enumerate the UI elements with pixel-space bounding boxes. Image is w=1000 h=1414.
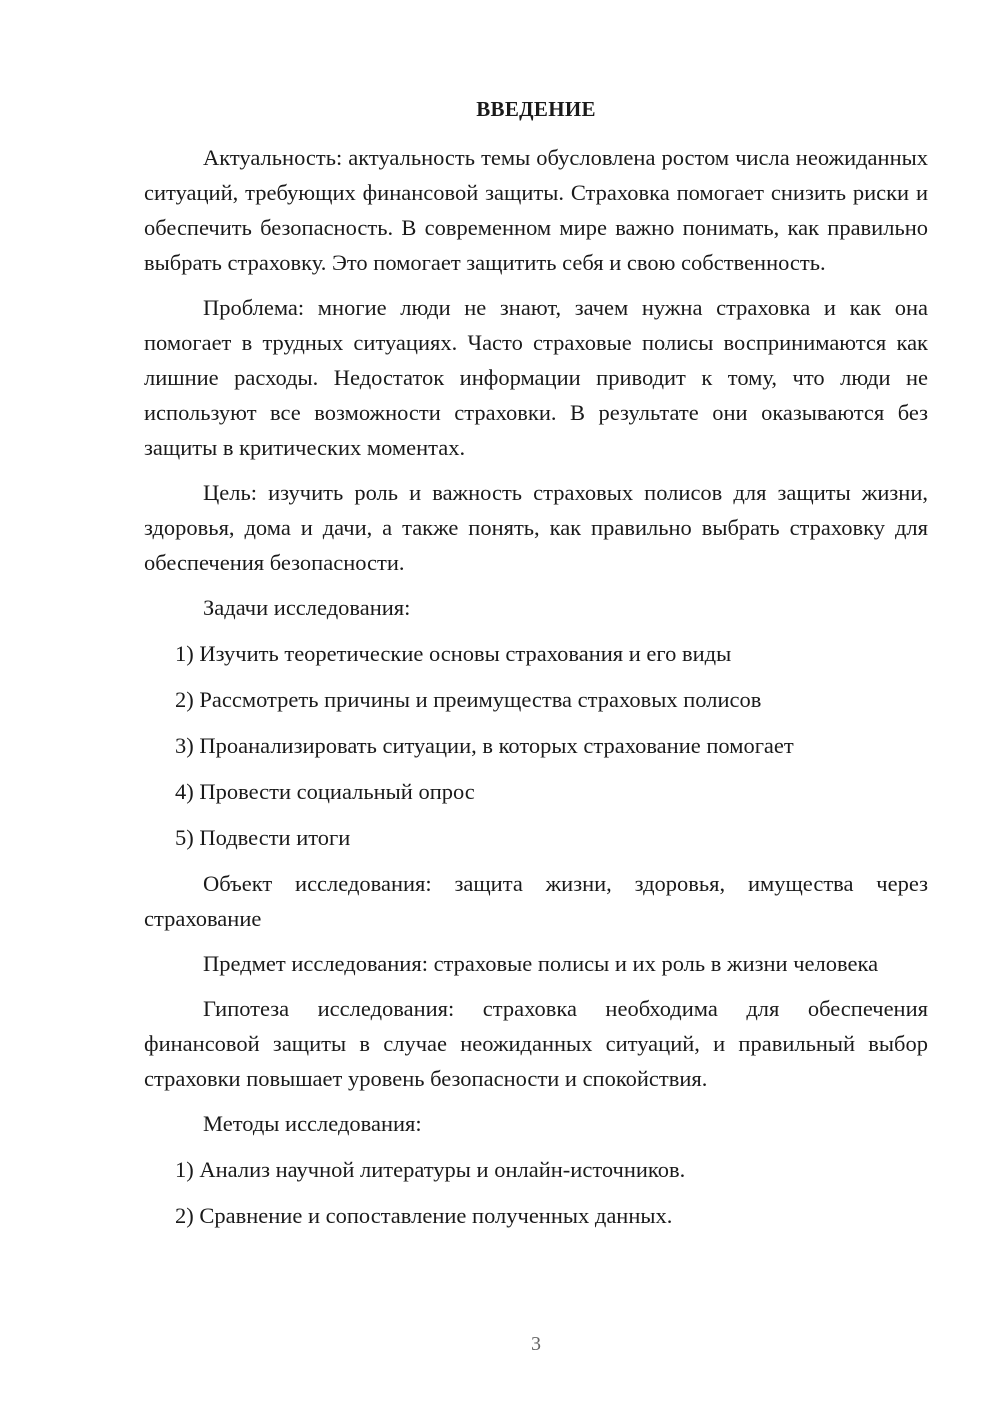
task-item: 4) Провести социальный опрос bbox=[175, 779, 475, 804]
tasks-heading: Задачи исследования: bbox=[203, 595, 411, 620]
task-item: 5) Подвести итоги bbox=[175, 825, 351, 850]
methods-list bbox=[144, 1152, 928, 1233]
problem-paragraph: Проблема: многие люди не знают, зачем нужна страховка и как она помогает в трудных ситуациях. Часто страховые полисы воспринимаются как лишние расходы. Недостаток информации приводит к тому, что люди не используют все возможности страховки. В результате они оказываются без защиты в критических моментах. bbox=[144, 295, 928, 460]
relevance-paragraph: Актуальность: актуальность темы обусловлена ростом числа неожиданных ситуаций, требующих финансовой защиты. Страховка помогает снизить риски и обеспечить безопасность. В современном мире важно понимать, как правильно выбрать страховку. Это помогает защитить себя и свою собственность. bbox=[144, 145, 928, 275]
subject-paragraph: Предмет исследования: страховые полисы и их роль в жизни человека bbox=[203, 951, 879, 976]
task-item: 3) Проанализировать ситуации, в которых страхование помогает bbox=[175, 733, 794, 758]
page-number: 3 bbox=[531, 1333, 541, 1355]
page-title: ВВЕДЕНИЕ bbox=[476, 97, 596, 121]
document-page bbox=[144, 92, 928, 1244]
tasks-list bbox=[144, 636, 928, 855]
goal-paragraph: Цель: изучить роль и важность страховых полисов для защиты жизни, здоровья, дома и дачи, а также понять, как правильно выбрать страховку для обеспечения безопасности. bbox=[144, 480, 928, 575]
method-item: 2) Сравнение и сопоставление полученных данных. bbox=[175, 1203, 673, 1228]
task-item: 1) Изучить теоретические основы страхования и его виды bbox=[175, 641, 732, 666]
methods-heading: Методы исследования: bbox=[203, 1111, 422, 1136]
object-paragraph: Объект исследования: защита жизни, здоровья, имущества через страхование bbox=[144, 871, 928, 931]
method-item: 1) Анализ научной литературы и онлайн-источников. bbox=[175, 1157, 686, 1182]
hypothesis-paragraph: Гипотеза исследования: страховка необходима для обеспечения финансовой защиты в случае неожиданных ситуаций, и правильный выбор страховки повышает уровень безопасности и спокойствия. bbox=[144, 996, 928, 1091]
task-item: 2) Рассмотреть причины и преимущества страховых полисов bbox=[175, 687, 762, 712]
